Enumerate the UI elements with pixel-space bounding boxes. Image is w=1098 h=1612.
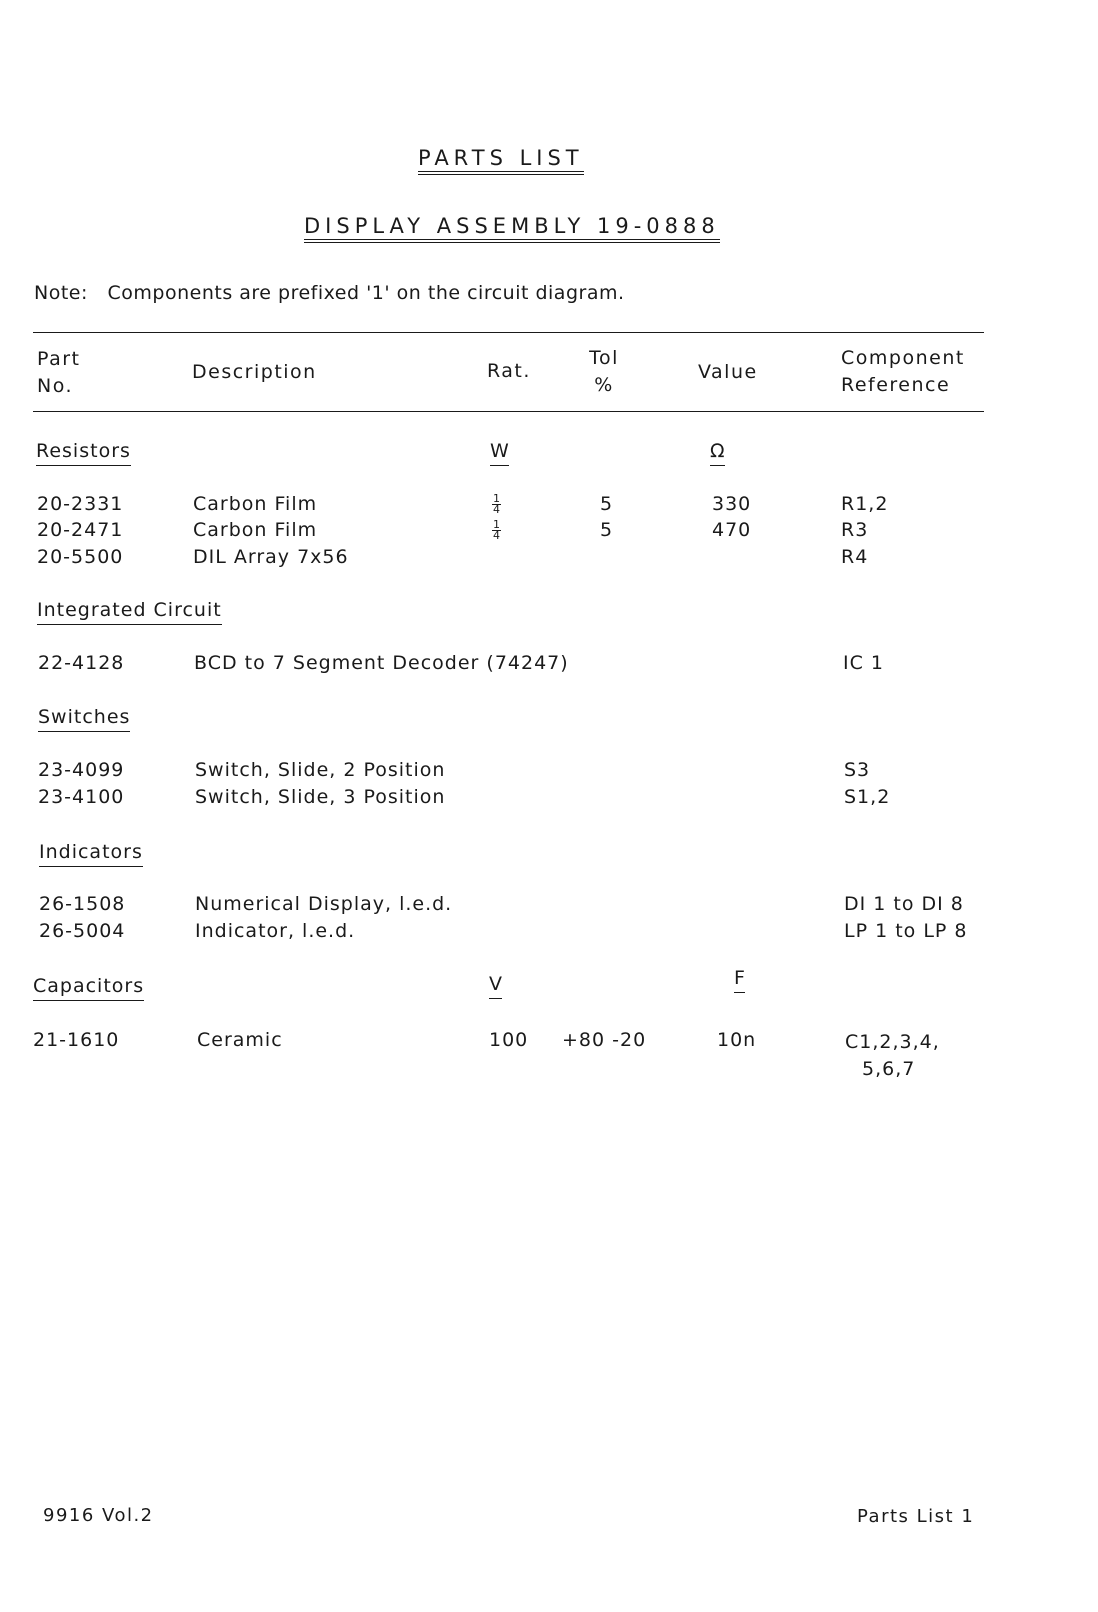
section-title-indicators: Indicators: [39, 841, 143, 863]
note: [34, 282, 625, 304]
part-number: 21-1610: [33, 1029, 120, 1051]
component-reference: R1,2: [841, 493, 889, 515]
value: 470: [712, 519, 752, 541]
description: Switch, Slide, 2 Position: [195, 759, 446, 781]
description: Switch, Slide, 3 Position: [195, 786, 446, 808]
footer-page-label: Parts List 1: [857, 1506, 975, 1527]
note-text: Components are prefixed '1' on the circuit diagram.: [107, 282, 625, 304]
part-number: 22-4128: [38, 652, 125, 674]
description: Ceramic: [197, 1029, 283, 1051]
tolerance: 5: [600, 493, 614, 515]
part-number: 23-4100: [38, 786, 125, 808]
capacitors-rat-unit: V: [489, 973, 502, 995]
part-number: 20-2331: [37, 493, 124, 515]
resistors-value-unit: Ω: [710, 440, 725, 462]
header-rat: Rat.: [487, 360, 531, 382]
header-value: Value: [698, 361, 758, 383]
description: Carbon Film: [193, 493, 318, 515]
tolerance: 5: [600, 519, 614, 541]
capacitors-value-unit: F: [734, 967, 745, 989]
component-reference: LP 1 to LP 8: [844, 920, 968, 942]
part-number: 23-4099: [38, 759, 125, 781]
page-subtitle: DISPLAY ASSEMBLY 19-0888: [304, 214, 720, 238]
header-bottom-rule: [33, 411, 984, 412]
section-title-integrated-circuit: Integrated Circuit: [37, 599, 222, 621]
component-reference: R4: [841, 546, 869, 568]
part-number: 26-5004: [39, 920, 126, 942]
description: BCD to 7 Segment Decoder (74247): [194, 652, 569, 674]
footer-document-id: 9916 Vol.2: [43, 1505, 154, 1526]
component-reference: S3: [844, 759, 871, 781]
description: Carbon Film: [193, 519, 318, 541]
rating-fraction: $\frac{1}{4}$: [493, 518, 500, 542]
value: 330: [712, 493, 752, 515]
note-label: Note:: [34, 282, 88, 304]
component-reference: C1,2,3,4, 5,6,7: [845, 1031, 940, 1080]
section-title-capacitors: Capacitors: [33, 975, 144, 997]
header-top-rule: [33, 332, 984, 333]
description: Numerical Display, l.e.d.: [195, 893, 453, 915]
part-number: 20-5500: [37, 546, 124, 568]
part-number: 26-1508: [39, 893, 126, 915]
component-reference: R3: [841, 519, 869, 541]
rating-fraction: $\frac{1}{4}$: [493, 492, 500, 516]
part-number: 20-2471: [37, 519, 124, 541]
description: DIL Array 7x56: [193, 546, 349, 568]
component-reference: S1,2: [844, 786, 891, 808]
page-title: PARTS LIST: [418, 146, 584, 170]
section-title-switches: Switches: [38, 706, 130, 728]
header-description: Description: [192, 361, 317, 383]
section-title-resistors: Resistors: [36, 440, 131, 462]
header-part-no: Part No.: [37, 348, 81, 397]
component-reference: DI 1 to DI 8: [844, 893, 964, 915]
rating: 100: [489, 1029, 529, 1051]
header-tol: Tol %: [589, 347, 619, 396]
header-component-reference: Component Reference: [841, 347, 965, 396]
component-reference: IC 1: [843, 652, 884, 674]
value: 10n: [717, 1029, 757, 1051]
resistors-rat-unit: W: [490, 440, 509, 462]
description: Indicator, l.e.d.: [195, 920, 356, 942]
tolerance: +80 -20: [562, 1029, 647, 1051]
